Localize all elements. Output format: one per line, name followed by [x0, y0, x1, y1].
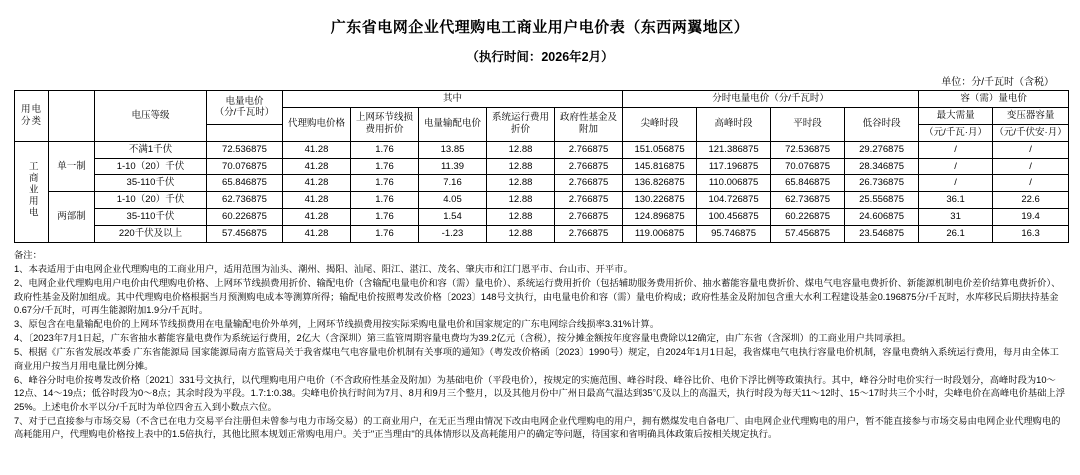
header-category: 用电分类 [15, 91, 49, 142]
cell-gov-fund: 2.766875 [555, 141, 623, 158]
header-max-demand-unit: （元/千瓦·月） [919, 124, 993, 141]
table-row [15, 141, 1069, 158]
cell-group-two-part: 两部制 [49, 192, 95, 243]
note-item: 7、对于已直接参与市场交易（不含已在电力交易平台注册但未曾参与电力市场交易）的工商业用户，在无正当理由情况下改由电网企业代理购电的用户，拥有燃煤发电自备电厂、由电网企业代理购电的用户，暂不能直接参与市场交易由电网企业代理购电的高耗能用户，代理购电价格按上表中的1.5倍执行，其他比照本规划正常购电用户。关于"正当理由"的具体情形以及高耗能用户的确定等问题，待国家和省明确具体政策后按相关规定执行。 [14, 415, 1061, 439]
cell-transmission-price: 1.54 [419, 209, 487, 226]
cell-voltage: 35-110千伏 [95, 175, 207, 192]
cell-energy-price: 62.736875 [207, 192, 283, 209]
cell-peak: 95.746875 [697, 226, 771, 243]
cell-peak-sharp: 130.226875 [623, 192, 697, 209]
header-energy-price-unit: （分/千瓦时） [214, 107, 275, 119]
header-energy-price [207, 91, 283, 125]
cell-energy-price: 65.846875 [207, 175, 283, 192]
header-system-operation-fee: 系统运行费用折价 [487, 107, 555, 141]
cell-system-operation-fee: 12.88 [487, 192, 555, 209]
cell-system-operation-fee: 12.88 [487, 226, 555, 243]
header-gov-fund: 政府性基金及附加 [555, 107, 623, 141]
cell-system-operation-fee: 12.88 [487, 141, 555, 158]
cell-voltage: 1-10（20）千伏 [95, 192, 207, 209]
header-agency-price: 代理购电价格 [283, 107, 351, 141]
cell-voltage: 35-110千伏 [95, 209, 207, 226]
cell-valley: 29.276875 [845, 141, 919, 158]
cell-valley: 26.736875 [845, 175, 919, 192]
cell-transmission-price: 4.05 [419, 192, 487, 209]
cell-gov-fund: 2.766875 [555, 209, 623, 226]
header-energy-price-spacer [207, 124, 283, 141]
cell-flat: 70.076875 [771, 158, 845, 175]
header-peak-sharp: 尖峰时段 [623, 107, 697, 141]
category-label: 工商业用电 [26, 161, 38, 219]
cell-system-operation-fee: 12.88 [487, 209, 555, 226]
cell-energy-price: 70.076875 [207, 158, 283, 175]
cell-transmission-price: 7.16 [419, 175, 487, 192]
header-flat: 平时段 [771, 107, 845, 141]
cell-system-operation-fee: 12.88 [487, 175, 555, 192]
cell-peak-sharp: 119.006875 [623, 226, 697, 243]
note-item: 2、电网企业代理购电用户电价由代理购电价格、上网环节线损费用折价、输配电价（含输配电量电价和容（需）量电价）、系统运行费用折价（包括辅助服务费用折价、抽水蓄能容量电费折价、煤电气电容量电费折价、新能源机制电价差价结算电费折价）、政府性基金及附加组成。其中代理购电价格根据当月预测购电成本等测算所得；输配电价按照粤发改价格〔2023〕148号文执行，由电量电价和容（需）量电价构成；政府性基金及附加包含重大水利工程建设基金0.196875分/千瓦时，水库移民后期扶持基金0.67分/千瓦时，可再生能源附加1.9分/千瓦时。 [14, 278, 1061, 316]
cell-peak-sharp: 136.826875 [623, 175, 697, 192]
cell-grid-loss-fee: 1.76 [351, 175, 419, 192]
cell-voltage: 不满1千伏 [95, 141, 207, 158]
cell-transmission-price: 13.85 [419, 141, 487, 158]
cell-energy-price: 72.536875 [207, 141, 283, 158]
cell-voltage: 220千伏及以上 [95, 226, 207, 243]
cell-peak: 104.726875 [697, 192, 771, 209]
notes-title: 备注： [14, 249, 42, 260]
header-peak: 高峰时段 [697, 107, 771, 141]
header-capacity: 容（需）量电价 [919, 91, 1069, 108]
header-valley: 低谷时段 [845, 107, 919, 141]
table-row [15, 175, 1069, 192]
cell-peak-sharp: 145.816875 [623, 158, 697, 175]
cell-agency-price: 41.28 [283, 141, 351, 158]
header-transmission-price: 电量输配电价 [419, 107, 487, 141]
cell-gov-fund: 2.766875 [555, 158, 623, 175]
note-item: 3、原包含在电量输配电价的上网环节线损费用在电量输配电价外单列，上网环节线损费用按实际采购电量电价和国家规定的广东电网综合线损率3.31%计算。 [14, 319, 660, 330]
cell-group-single: 单一制 [49, 141, 95, 192]
table-row [15, 209, 1069, 226]
unit-note: 单位：分/千瓦时（含税） [941, 77, 1054, 88]
cell-valley: 24.606875 [845, 209, 919, 226]
cell-system-operation-fee: 12.88 [487, 158, 555, 175]
cell-energy-price: 60.226875 [207, 209, 283, 226]
cell-max-demand: 36.1 [919, 192, 993, 209]
cell-transformer-capacity: 19.4 [993, 209, 1069, 226]
note-item: 1、本表适用于由电网企业代理购电的工商业用户，适用范围为汕头、潮州、揭阳、汕尾、阳江、湛江、茂名、肇庆市和江门恩平市、台山市、开平市。 [14, 264, 633, 275]
cell-max-demand: 26.1 [919, 226, 993, 243]
cell-gov-fund: 2.766875 [555, 226, 623, 243]
cell-transformer-capacity: / [993, 141, 1069, 158]
cell-flat: 62.736875 [771, 192, 845, 209]
cell-peak: 117.196875 [697, 158, 771, 175]
note-item: 6、峰谷分时电价按粤发改价格〔2021〕331号文执行，以代理购电用户电价（不含政府性基金及附加）为基础电价（平段电价），按规定的实施范围、峰谷时段、峰谷比价、电价下浮比例等政策执行。其中，峰谷分时电价实行一时段划分，高峰时段为10～12点、14～19点；低谷时段为0～8点；其余时段为平段。1.7:1:0.38。尖峰电价执行时间为7月、8月和9月三个整月，以及其他月份中广州日最高气温达到35℃及以上的高温天，执行时段为每天11～12时、15～17时共三个小时，尖峰电价在高峰电价基础上浮25%。上述电价水平以分/千瓦时为单位四舍五入到小数点六位。 [14, 374, 1066, 412]
note-item: 5、根据《广东省发展改革委 广东省能源局 国家能源局南方监管局关于我省煤电气电容量电价机制有关事项的通知》（粤发改价格函〔2023〕1990号）规定，自2024年1月1日起，我省煤电气电执行容量电价机制，容量电费纳入系统运行费用，每月由全体工商业用户按当月用电量比例分摊。 [14, 347, 1059, 371]
page-title: 广东省电网企业代理购电工商业用户电价表（东西两翼地区） [330, 19, 750, 36]
header-max-demand: 最大需量 [919, 107, 993, 124]
cell-max-demand: / [919, 175, 993, 192]
header-grid-loss-fee: 上网环节线损费用折价 [351, 107, 419, 141]
header-category-sub [49, 91, 95, 142]
note-item: 4、〔2023年7月1日起，广东省抽水蓄能容量电费作为系统运行费用，2亿大（含深圳）第三监管周期容量电费均为39.2亿元（含税），按分摊金额按年度容量电费除以12确定，由广东省（含深圳）的工商业用户共同承担。 [14, 333, 912, 344]
table-row [15, 192, 1069, 209]
cell-peak: 100.456875 [697, 209, 771, 226]
cell-agency-price: 41.28 [283, 226, 351, 243]
header-tou: 分时电量电价（分/千瓦时） [623, 91, 919, 108]
header-voltage: 电压等级 [95, 91, 207, 142]
header-energy-price-label: 电量电价 [225, 95, 264, 107]
cell-transformer-capacity: / [993, 158, 1069, 175]
cell-grid-loss-fee: 1.76 [351, 209, 419, 226]
cell-grid-loss-fee: 1.76 [351, 158, 419, 175]
cell-category [15, 141, 49, 242]
cell-agency-price: 41.28 [283, 175, 351, 192]
cell-grid-loss-fee: 1.76 [351, 141, 419, 158]
cell-transformer-capacity: 22.6 [993, 192, 1069, 209]
cell-transformer-capacity: 16.3 [993, 226, 1069, 243]
cell-energy-price: 57.456875 [207, 226, 283, 243]
cell-transformer-capacity: / [993, 175, 1069, 192]
cell-flat: 57.456875 [771, 226, 845, 243]
header-transformer-capacity: 变压器容量 [993, 107, 1069, 124]
table-header-row-1 [15, 91, 1069, 108]
cell-valley: 28.346875 [845, 158, 919, 175]
header-middle: 其中 [283, 91, 623, 108]
cell-flat: 60.226875 [771, 209, 845, 226]
cell-flat: 65.846875 [771, 175, 845, 192]
cell-grid-loss-fee: 1.76 [351, 226, 419, 243]
cell-voltage: 1-10（20）千伏 [95, 158, 207, 175]
cell-gov-fund: 2.766875 [555, 175, 623, 192]
notes-section [14, 249, 1066, 442]
cell-peak: 110.006875 [697, 175, 771, 192]
cell-valley: 25.556875 [845, 192, 919, 209]
cell-agency-price: 41.28 [283, 158, 351, 175]
cell-transmission-price: 11.39 [419, 158, 487, 175]
cell-agency-price: 41.28 [283, 209, 351, 226]
cell-max-demand: 31 [919, 209, 993, 226]
header-transformer-capacity-unit: （元/千伏安·月） [993, 124, 1069, 141]
electricity-rate-table [14, 90, 1069, 243]
cell-agency-price: 41.28 [283, 192, 351, 209]
table-row [15, 226, 1069, 243]
cell-max-demand: / [919, 158, 993, 175]
table-row [15, 158, 1069, 175]
cell-valley: 23.546875 [845, 226, 919, 243]
cell-grid-loss-fee: 1.76 [351, 192, 419, 209]
cell-flat: 72.536875 [771, 141, 845, 158]
cell-max-demand: / [919, 141, 993, 158]
cell-gov-fund: 2.766875 [555, 192, 623, 209]
page-subtitle: （执行时间：2026年2月） [466, 50, 614, 64]
cell-transmission-price: -1.23 [419, 226, 487, 243]
cell-peak-sharp: 151.056875 [623, 141, 697, 158]
cell-peak: 121.386875 [697, 141, 771, 158]
cell-peak-sharp: 124.896875 [623, 209, 697, 226]
